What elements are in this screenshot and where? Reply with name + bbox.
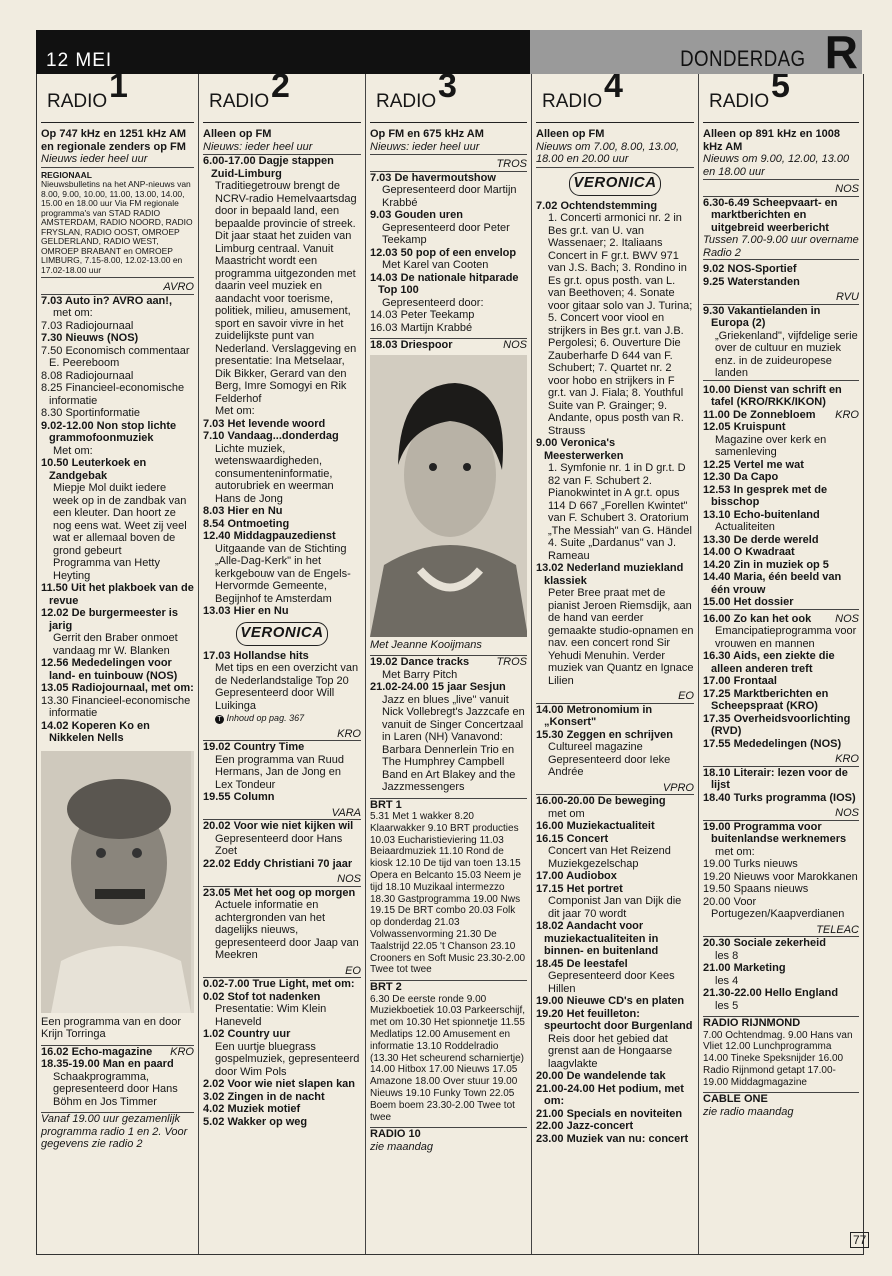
program-item: 19.20 Nieuws voor Marokkanen [703,870,858,883]
tros-section [370,655,527,794]
broadcaster-vara: VARA [203,807,361,821]
program-item: 16.02 Echo-magazine [41,1045,153,1058]
program-note: Met om: [53,444,93,457]
info-icon: T [215,715,224,724]
radio5-news: Nieuws om 9.00, 12.00, 13.00 en 18.00 uur [703,153,859,180]
program-desc: Gepresenteerd door Will Luikinga [215,687,335,712]
radio2-frequency: Alleen op FM [203,128,272,140]
program-item: 14.03 Peter Teekamp [370,309,475,321]
radio5-frequency: Alleen op 891 kHz en 1008 kHz AM [703,128,840,153]
radio2-column [198,74,365,1254]
broadcaster-kro: KRO [203,728,361,742]
radio-rijnmond-title: RADIO RIJNMOND [703,1016,859,1030]
woman-portrait-illustration [370,355,527,637]
program-item: 0.02-7.00 True Light, met om: [203,978,355,990]
top-bar [36,26,862,78]
program-item: 6.30-6.49 Scheepvaart- en marktberichten en uitgebreid weerbericht [703,196,838,234]
presenter-photo [370,355,527,637]
radio3-number: 3 [438,74,457,105]
radio1-number: 1 [109,74,128,105]
page-reference [203,712,361,725]
radio5-word: RADIO [709,91,770,112]
radio1-header [41,74,194,123]
program-item: 15.30 Zeggen en schrijven [536,728,673,741]
program-item: 11.50 Uit het plakboek van de revue [41,582,194,607]
program-desc: Reis door het gebied dat grenst aan de Hongaarse laagvlakte [548,1032,673,1070]
program-note: met om [548,807,585,820]
program-item: 14.00 O Kwadraat [703,546,795,558]
program-item: 14.00 Metronomium in „Konsert" [536,703,653,728]
section-letter: R [824,26,858,78]
program-item: 12.05 Kruispunt [703,421,786,433]
program-desc: Een programma van Ruud Hermans, Jan de Jong en Lex Tondeur [215,753,345,791]
radio2-news: Nieuws: ieder heel uur [203,141,361,156]
program-item: 16.30 Aids, een ziekte die alleen anderen treft [703,650,835,675]
date-banner [36,30,530,74]
radio3-frequency: Op FM en 675 kHz AM [370,128,484,140]
program-item: 18.40 Turks programma (IOS) [703,791,856,804]
program-desc: Gepresenteerd door Peter Teekamp [382,221,510,246]
radio10-note: zie maandag [370,1140,433,1153]
brt2-schedule: 6.30 De eerste ronde 9.00 Muziekboetiek 10.03 Parkeerschijf, met om 10.30 Het spionnetje 11.55 Medlatips 12.00 Amusement en informatie 13.10 Roddelradio (13.30 Het scheurend scharniertje) 14.00 Hitbox 17.00 Nieuws 17.05 Amazone 18.00 Over stuur 19.00 Nieuws 19.10 Funky Town 22.05 Boem boem 23.30-2.00 Twee tot twee [370,993,526,1123]
host-photo [41,751,194,1013]
program-item: 12.03 50 pop of een envelop [370,246,517,259]
program-item: 6.00-17.00 Dagje stappen Zuid-Limburg [203,155,334,180]
brt2-title: BRT 2 [370,980,527,994]
program-item: 9.03 Gouden uren [370,209,463,221]
broadcaster-eo: EO [203,965,361,979]
broadcaster-rvu: RVU [703,291,859,305]
program-item: 14.02 Koperen Ko en Nikkelen Nells [41,719,150,744]
program-item: 9.00 Veronica's Meesterwerken [536,437,624,462]
program-row [703,409,859,422]
program-desc: les 4 [715,974,739,987]
broadcaster-nos: NOS [203,873,361,887]
program-item: 16.00-20.00 De beweging [536,795,666,807]
program-desc: Jazz en blues „live" vanuit Nick Vollebregt's Jazzcafe en vanuit de Singer Concertzaal in Laren (NH) Vanavond: Barbara Dennerlein Trio en The Humphrey Campbell Band en Art Blakey and the Jazzmessengers [382,693,525,793]
program-item: 1.02 Country uur [203,1028,291,1040]
cable-one-note: zie radio maandag [703,1105,794,1118]
radio4-number: 4 [604,74,623,105]
program-item: 19.00 Nieuwe CD's en platen [536,995,685,1007]
program-item: 19.02 Country Time [203,741,305,753]
broadcaster-tros: TROS [496,656,527,668]
program-item: 18.02 Aandacht voor muziekactualiteiten in binnen- en buitenland [536,920,659,957]
program-item: 8.08 Radiojournaal [41,369,134,382]
radio5-column [698,74,863,1254]
program-item: 13.10 Echo-buitenland [703,508,820,521]
broadcaster-nos: NOS [703,183,859,197]
program-item: 20.00 Voor Portugezen/Kaapverdianen [703,895,845,920]
day-banner [530,26,862,78]
program-item: 19.02 Dance tracks [370,656,470,668]
program-item: 12.56 Mededelingen voor land- en tuinbouw (NOS) [41,657,178,682]
program-desc: „Griekenland", vijfdelige serie over de cultuur en muziek enz. in de zuideuropese landen [703,330,859,381]
program-item: 9.25 Waterstanden [703,275,800,288]
photo-caption: Een programma van en door Krijn Torringa [41,1015,182,1040]
photo-caption: Met Jeanne Kooijmans [370,638,482,651]
radio5-header [703,74,859,123]
program-item: 21.02-24.00 15 jaar Sesjun [370,681,506,693]
program-item: 17.00 Audiobox [536,870,617,882]
radio1-word: RADIO [47,91,108,112]
program-item: 9.30 Vakantielanden in Europa (2) [703,304,821,329]
program-desc: Lichte muziek, wetenswaardigheden, consumenteninformatie, autorubriek en weerman Hans de Jong [215,442,334,505]
program-desc: Met Karel van Cooten [382,259,489,271]
brt1-schedule: 5.31 Met 1 wakker 8.20 Klaarwakker 9.10 BRT producties 10.03 Eucharistieviering 11.03 Beiaardmuziek 11.10 Rond de kiosk 12.10 De tijd van toen 13.15 Opera en Belcanto 15.03 Neem je tijd 18.10 Muzikaal intermezzo 18.30 Gastprogramma 19.00 Nws 19.15 De BRT combo 20.03 Folk op donderdag 21.03 Volwassenvorming 21.30 De Taalstrijd 22.05 't Chanson 23.10 Crooners en Soft Music 23.30-2.00 Twee tot twee [370,811,526,976]
program-item: 17.00 Frontaal [703,675,777,687]
program-item: 19.20 Het feuilleton: speurtocht door Burgenland [536,1007,693,1032]
program-item: 18.10 Literair: lezen voor de lijst [703,766,848,791]
program-item: 17.35 Overheidsvoorlichting (RVD) [703,712,851,737]
radio5-number: 5 [771,74,790,105]
radio2-header [203,74,361,123]
radio4-news: Nieuws om 7.00, 8.00, 13.00, 18.00 en 20.00 uur [536,141,694,168]
broadcaster-eo: EO [536,690,694,704]
program-item: 14.40 Maria, één beeld van één vrouw [703,571,842,596]
program-item: 21.00 Specials en noviteiten [536,1107,683,1120]
veronica-logo: VERONICA [569,172,661,196]
regional-text: Nieuwsbulletins na het ANP-nieuws van 8.00, 9.00, 10.00, 11.00, 13.00, 14.00, 15.00 en 18.00 uur Via FM regionale programma's van STAD RADIO AMSTERDAM, RADIO NOORD, RADIO FRYSLAN, RADIO OOST, OMROEP GELDERLAND, RADIO WEST, OMROEP BRABANT en OMROEP LIMBURG, 7.15-8.00, 12.02-13.00 en 17.02-18.00 uur [41,180,194,278]
radio3-header [370,74,527,123]
program-desc: Gepresenteerd door Hans Zoet [215,832,343,857]
program-item: 20.00 De wandelende tak [536,1070,666,1082]
program-item: 13.02 Nederland muziekland klassiek [536,562,684,587]
program-desc: Presentatie: Wim Klein Haneveld [215,1003,327,1028]
radio10-title: RADIO 10 [370,1127,527,1141]
program-item: 7.03 Auto in? AVRO aan!, [41,294,172,307]
program-desc: Actualiteiten [715,521,775,533]
radio4-column [531,74,698,1254]
program-item: 16.15 Concert [536,832,609,845]
broadcaster-nos: NOS [503,339,527,351]
program-item: 17.03 Hollandse hits [203,649,309,662]
program-item: 19.50 Spaans nieuws [703,883,809,895]
program-item: 19.00 Programma voor buitenlandse werknemers [703,820,847,845]
program-item: 16.00 Muziekactualiteit [536,820,655,832]
program-item: 7.30 Nieuws (NOS) [41,332,139,344]
program-desc: les 5 [715,999,739,1012]
program-desc: Gepresenteerd door Martijn Krabbé [382,184,517,209]
program-item: 21.00-24.00 Het podium, met om: [536,1082,684,1107]
regional-title: REGIONAAL [41,169,92,180]
radio1-news: Nieuws ieder heel uur [41,153,194,168]
program-item: 16.00 Zo kan het ook [703,612,812,625]
radio2-number: 2 [271,74,290,105]
program-item: 18.45 De leestafel [536,957,628,970]
program-item: 13.05 Radiojournaal, met om: [41,682,194,694]
radio3-word: RADIO [376,91,437,112]
program-item: 14.03 De nationale hitparade Top 100 [370,271,519,296]
program-item: 12.02 De burgermeester is jarig [41,607,178,632]
program-note: met om: [715,845,755,858]
program-item: 13.30 De derde wereld [703,533,819,546]
program-desc: Componist Jan van Dijk die dit jaar 70 wordt [548,895,682,920]
program-item: 22.00 Jazz-concert [536,1120,634,1132]
program-item: 5.02 Wakker op weg [203,1115,308,1128]
program-item: 7.50 Economisch commentaar E. Peereboom [41,344,190,369]
program-item: 7.03 Radiojournaal [41,319,134,332]
broadcaster-nos: NOS [703,807,859,821]
program-desc: Een uurtje bluegrass gospelmuziek, gepresenteerd door Wim Pols [215,1040,360,1078]
program-item: 18.35-19.00 Man en paard [41,1058,174,1070]
program-desc: 1. Concerti armonici nr. 2 in Bes gr.t. van U. van Wassenaer; 2. Italiaans Concert in F gr.t. BWV 971 van J.S. Bach; 3. Rondino in Es gr.t. opus posth. van L. van Beethoven; 4. Sonate voor gitaar solo van J. Turina; 5. Concert voor viool en strijkers in Bes gr.t. van J.B. Pergolesi; 6. Ouverture Die Zauberharfe D 644 van F. Schubert; 7. Quartet nr. 2 voor hobo en strijkers in F gr.t. van J. Fiala; 8. Youthful Suite van P. Grainger; 9. Andante, opus posth van R. Strauss [548,212,693,437]
radio1-frequency: Op 747 kHz en 1251 kHz AM en regionale zenders op FM [41,128,187,153]
program-item: 12.53 In gesprek met de bisschop [703,483,828,508]
broadcaster-tros: TROS [370,158,527,172]
program-desc: Actuele informatie en achtergronden van het dagelijks nieuws, gepresenteerd door Jaap van Meekren [215,899,359,961]
program-item: 20.02 Voor wie niet kijken wil [203,820,354,832]
program-item: 21.30-22.00 Hello England [703,987,839,999]
kro-section [41,1045,194,1109]
program-item: 18.03 Driespoor [370,339,453,351]
veronica-logo: VERONICA [236,622,328,646]
radio3-column [365,74,531,1254]
page-reference-text: Inhoud op pag. 367 [226,713,305,723]
program-desc: Traditiegetrouw brengt de NCRV-radio Hemelvaartsdag door in bepaald land, een bepaalde provincie of streek. Dit jaar staat het zuiden van Limburg centraal. Vanuit Maastricht wordt een programma uitgezonden met daarin veel muziek en aandacht voor toerisme, politiek, milieu, amusement, sport en savoir vivre in het zuidelijkste punt van Nederland. Verslaggeving en presentatie: Ina Metselaar, Dik Bikker, Gerard van den Berg, Imre Somogyi en Rik Felderhof [215,180,357,405]
radio4-header [536,74,694,123]
program-item: 13.03 Hier en Nu [203,605,289,617]
radio4-frequency: Alleen op FM [536,128,605,140]
program-item: 20.30 Sociale zekerheid [703,937,826,949]
broadcaster-kro: KRO [703,753,859,767]
program-row [703,613,859,626]
program-note: Met om: [215,405,255,417]
program-item: 23.00 Muziek van nu: concert [536,1132,689,1145]
program-item: 23.05 Met het oog op morgen [203,886,356,899]
program-item: 4.02 Muziek motief [203,1103,301,1115]
program-desc: Concert van Het Reizend Muziekgezelschap [548,845,671,870]
program-item: 13.30 Financieel-economische informatie [41,694,191,719]
program-item: 14.20 Zin in muziek op 5 [703,558,829,571]
program-item: 8.30 Sportinformatie [41,407,141,419]
brt1-title: BRT 1 [370,798,527,812]
program-item: 0.02 Stof tot nadenken [203,990,321,1003]
program-item: 7.03 Het levende woord [203,417,326,430]
nos-section [370,338,527,352]
program-item: 8.03 Hier en Nu [203,505,283,517]
program-item: 8.54 Ontmoeting [203,517,290,530]
program-desc: Peter Bree praat met de pianist Jeroen Riemsdijk, aan de hand van eerder gemaakte studio-opnamen en nav. een concert rond Sir Yehudi Menuhin. Verder muziek van Quantz en Ignace Lilien [548,587,694,687]
program-note: Tussen 7.00-9.00 uur overname Radio 2 [703,234,859,259]
program-item: 16.03 Martijn Krabbé [370,321,473,334]
radio1-column [37,74,198,1254]
date-label: 12 MEI [46,50,113,71]
cable-one-title: CABLE ONE [703,1092,859,1106]
program-item: 19.00 Turks nieuws [703,858,798,870]
radio-rijnmond-schedule: 7.00 Ochtendmag. 9.00 Hans van Vliet 12.00 Lunchprogramma 14.00 Tineke Speksnijder 16.00 Radio Rijnmond getapt 17.00-19.00 Middagmagazine [703,1029,853,1088]
program-desc: Schaakprogramma, gepresenteerd door Hans Böhm en Jos Timmer [53,1070,178,1108]
program-desc: les 8 [715,949,739,962]
program-item: 12.40 Middagpauzedienst [203,530,336,542]
radio2-word: RADIO [209,91,270,112]
program-item: 7.03 De havermoutshow [370,171,496,184]
program-desc: Gepresenteerd door: [382,296,484,309]
program-item: 17.25 Marktberichten en Scheepspraat (KRO) [703,687,829,712]
program-desc: Cultureel magazine Gepresenteerd door Ieke Andrée [548,741,671,778]
broadcaster-vpro: VPRO [536,782,694,796]
footer-note: Vanaf 19.00 uur gezamenlijk programma radio 1 en 2. Voor gegevens zie radio 2 [41,1112,194,1151]
radio3-news: Nieuws: ieder heel uur [370,141,527,156]
program-desc: Miepje Mol duikt iedere week op in de zandbak van een kleuter. Dan hoort ze nog eens wat. Weet zij veel wat er allemaal boven de grond gebeurt [53,482,187,557]
program-item: 15.00 Het dossier [703,596,859,610]
program-desc: Programma van Hetty Heyting [53,557,160,582]
broadcaster-kro: KRO [170,1045,194,1058]
program-item: 7.02 Ochtendstemming [536,199,658,212]
day-label: DONDERDAG [680,46,806,71]
page-number: 77 [850,1232,869,1248]
program-desc: Met Barry Pitch [382,668,458,681]
man-portrait-illustration [41,751,191,1013]
program-item: 10.00 Dienst van schrift en tafel (KRO/RKK/IKON) [703,383,842,408]
program-item: 10.50 Leuterkoek en Zandgebak [41,457,147,482]
program-item: 7.10 Vandaag...donderdag [203,430,339,442]
program-desc: Gepresenteerd door Kees Hillen [548,970,675,995]
program-item: 22.02 Eddy Christiani 70 jaar [203,857,353,870]
program-item: 2.02 Voor wie niet slapen kan [203,1078,356,1090]
broadcaster-avro: AVRO [41,281,194,295]
program-desc: 1. Symfonie nr. 1 in D gr.t. D 82 van F. Schubert 2. Pianokwintet in A gr.t. opus 114 D 667 „Forellen Kwintet" van F. Schubert 3. Oratorium „The Messiah" van G. Händel 4. Suite „Dardanus" van J. Rameau [548,462,692,562]
program-note: met om: [53,307,93,319]
program-desc: Emancipatieprogramma voor vrouwen en mannen [715,625,857,650]
program-item: 9.02 NOS-Sportief [703,263,797,275]
program-item: 12.30 Da Capo [703,471,779,483]
broadcaster-teleac: TELEAC [703,924,859,938]
broadcaster-kro: KRO [835,408,859,421]
program-desc: Magazine over kerk en samenleving [715,433,827,458]
program-item: 9.02-12.00 Non stop lichte grammofoonmuziek [41,419,177,444]
program-item: 3.02 Zingen in de nacht [203,1090,325,1103]
program-item: 17.55 Mededelingen (NOS) [703,737,842,750]
program-item: 17.15 Het portret [536,882,623,895]
program-item: 12.25 Vertel me wat [703,458,804,471]
program-desc: Gerrit den Braber onmoet vandaag mr W. Blanken [53,632,178,657]
radio4-word: RADIO [542,91,603,112]
program-desc: Met tips en een overzicht van de Nederlandstalige Top 20 [215,662,359,687]
schedule-columns [36,74,864,1255]
program-item: 19.55 Column [203,791,275,803]
broadcaster-nos: NOS [835,612,859,625]
program-item: 11.00 De Zonnebloem [703,408,816,421]
program-item: 8.25 Financieel-economische informatie [41,382,185,407]
program-item: 21.00 Marketing [703,962,786,974]
program-desc: Uitgaande van de Stichting „Alle-Dag-Kerk" in het kerkgebouw van de Engels-Hervormde Gemeente, Begijnhof te Amsterdam [215,542,351,605]
